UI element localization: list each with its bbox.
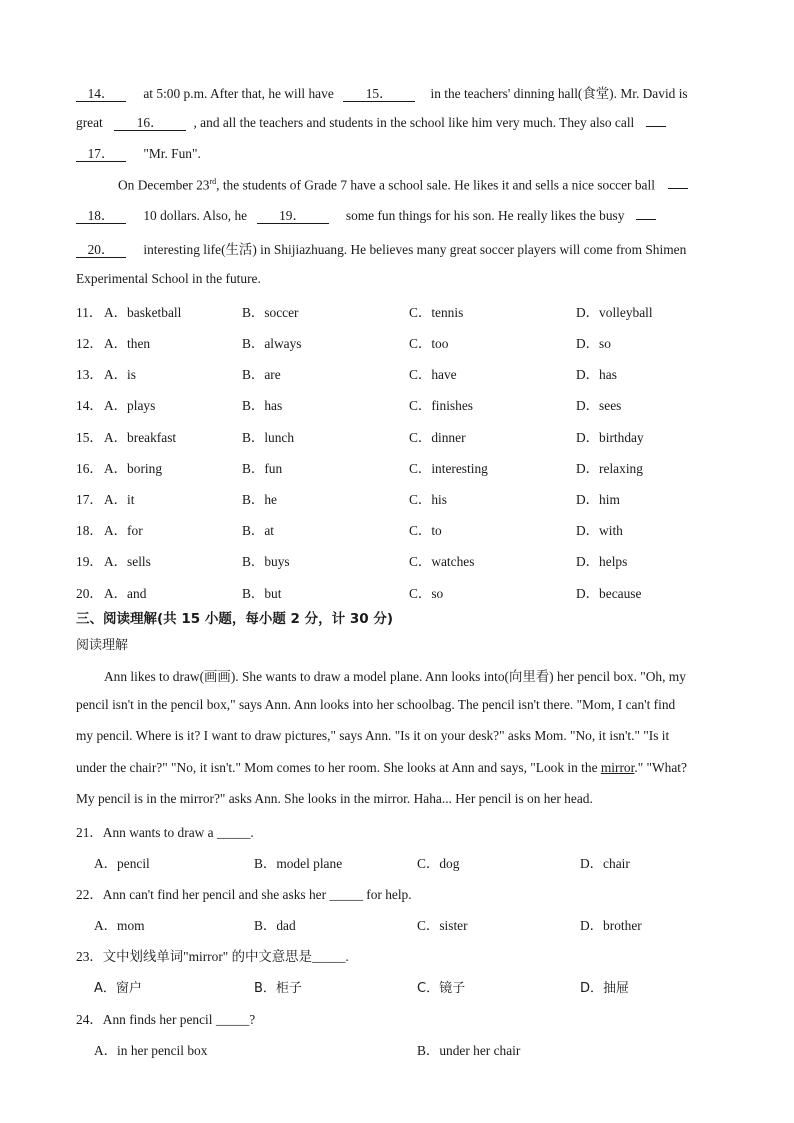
option-b[interactable]: B．but <box>242 586 282 601</box>
reading-passage-line-2: pencil isn't in the pencil box," says Ann. Ann looks into her schoolbag. The pencil isn't there. "Mom, I can't find <box>76 697 676 712</box>
option-c[interactable]: C．dog <box>417 856 460 871</box>
question-number: 20． <box>76 586 103 601</box>
option-b[interactable]: B．always <box>242 336 302 351</box>
option-b[interactable]: B．he <box>242 492 277 507</box>
question-number: 12． <box>76 336 103 351</box>
text: some fun things for his son. He really likes the busy <box>345 208 625 223</box>
option-d[interactable]: D．chair <box>580 856 630 871</box>
option-a[interactable]: A．breakfast <box>104 430 177 445</box>
option-b[interactable]: B．dad <box>254 918 296 933</box>
option-b[interactable]: B．soccer <box>242 305 299 320</box>
blank-20-start <box>636 219 656 220</box>
option-d[interactable]: D．has <box>576 367 617 382</box>
option-b[interactable]: B．fun <box>242 461 283 476</box>
text: 10 dollars. Also, he <box>143 208 248 223</box>
option-c[interactable]: C．have <box>409 367 457 382</box>
option-a[interactable]: A．pencil <box>94 856 150 871</box>
option-d[interactable]: D．because <box>576 586 642 601</box>
option-c[interactable]: C．finishes <box>409 398 473 413</box>
option-a[interactable]: A．basketball <box>104 305 182 320</box>
blank-18-start <box>668 188 688 189</box>
text: at 5:00 p.m. After that, he will have <box>143 86 334 101</box>
text: , the students of Grade 7 have a school sale. He likes it and sells a nice soccer ball <box>216 177 655 193</box>
option-a[interactable]: A．窗户 <box>94 981 142 996</box>
option-b[interactable]: B．model plane <box>254 856 343 871</box>
option-a[interactable]: A．mom <box>94 918 145 933</box>
reading-passage-line-3: my pencil. Where is it? I want to draw pictures," says Ann. "Is it on your desk?" asks Mom. "No, it isn't." "Is it <box>76 728 670 743</box>
option-d[interactable]: D．brother <box>580 918 642 933</box>
option-c[interactable]: C．镜子 <box>417 981 466 996</box>
option-c[interactable]: C．so <box>409 586 444 601</box>
question-24-stem: 24．Ann finds her pencil _____? <box>76 1012 256 1027</box>
question-number: 15． <box>76 430 103 445</box>
option-c[interactable]: C．dinner <box>409 430 466 445</box>
option-c[interactable]: C．watches <box>409 554 475 569</box>
option-a[interactable]: A．plays <box>104 398 156 413</box>
option-c[interactable]: C．sister <box>417 918 468 933</box>
cloze-passage-line-2 <box>76 115 666 131</box>
text: in the teachers' dinning hall(食堂). Mr. David is <box>430 86 688 101</box>
blank-17-start <box>646 126 666 127</box>
option-a[interactable]: A．is <box>104 367 136 382</box>
text: On December 23 <box>118 177 210 193</box>
blank-20: 20． <box>76 243 126 258</box>
option-c[interactable]: C．tennis <box>409 305 464 320</box>
option-a[interactable]: A．in her pencil box <box>94 1043 208 1058</box>
cloze-passage-line-7 <box>76 271 261 287</box>
cloze-passage-line-6 <box>76 239 686 258</box>
cloze-passage-line-3 <box>76 146 201 162</box>
option-b[interactable]: B．are <box>242 367 281 382</box>
blank-19: 19． <box>257 209 329 224</box>
text: ." "What? <box>634 760 687 775</box>
question-number: 13． <box>76 367 103 382</box>
question-22-stem: 22．Ann can't find her pencil and she asks her _____ for help. <box>76 887 412 902</box>
option-d[interactable]: D．so <box>576 336 611 351</box>
blank-16: 16． <box>114 116 186 131</box>
blank-18: 18． <box>76 209 126 224</box>
option-a[interactable]: A．sells <box>104 554 151 569</box>
blank-15: 15． <box>343 87 415 102</box>
text: Experimental School in the future. <box>76 271 261 286</box>
option-a[interactable]: A．for <box>104 523 143 538</box>
option-b[interactable]: B．has <box>242 398 283 413</box>
ordinal-suffix: rd <box>209 177 217 186</box>
option-d[interactable]: D．helps <box>576 554 628 569</box>
question-number: 18． <box>76 523 103 538</box>
option-a[interactable]: A．boring <box>104 461 163 476</box>
question-number: 14． <box>76 398 103 413</box>
cloze-passage-line-4 <box>118 177 688 193</box>
option-d[interactable]: D．抽屉 <box>580 981 630 996</box>
text: interesting life(生活) in Shijiazhuang. He believes many great soccer players will come from Shimen <box>143 242 687 257</box>
question-number: 16． <box>76 461 103 476</box>
section-title: 三、阅读理解(共 15 小题，每小题 2 分，计 30 分) <box>76 611 394 627</box>
underlined-word-mirror: mirror <box>600 760 635 775</box>
text: great <box>76 115 103 130</box>
text: , and all the teachers and students in the school like him very much. They also call <box>193 115 635 130</box>
option-a[interactable]: A．it <box>104 492 135 507</box>
option-d[interactable]: D．with <box>576 523 623 538</box>
reading-passage-line-4 <box>76 760 687 776</box>
option-d[interactable]: D．birthday <box>576 430 644 445</box>
blank-14: 14． <box>76 87 126 102</box>
reading-passage-line-1: Ann likes to draw(画画). She wants to draw a model plane. Ann looks into(向里看) her pencil box. "Oh, my <box>104 669 686 684</box>
option-c[interactable]: C．to <box>409 523 442 538</box>
option-b[interactable]: B．lunch <box>242 430 295 445</box>
text: under the chair?" "No, it isn't." Mom comes to her room. She looks at Ann and says, "Look in the <box>76 760 598 775</box>
option-c[interactable]: C．too <box>409 336 449 351</box>
option-a[interactable]: A．then <box>104 336 151 351</box>
option-b[interactable]: B．under her chair <box>417 1043 521 1058</box>
option-a[interactable]: A．and <box>104 586 147 601</box>
question-number: 11． <box>76 305 103 320</box>
cloze-passage-line-1 <box>76 83 688 102</box>
option-b[interactable]: B．at <box>242 523 274 538</box>
reading-passage-line-5: My pencil is in the mirror?" asks Ann. She looks in the mirror. Haha... Her pencil is on her head. <box>76 791 593 806</box>
cloze-passage-line-5 <box>76 208 656 224</box>
question-21-stem: 21．Ann wants to draw a _____. <box>76 825 254 840</box>
option-c[interactable]: C．interesting <box>409 461 488 476</box>
option-d[interactable]: D．him <box>576 492 620 507</box>
option-c[interactable]: C．his <box>409 492 447 507</box>
text: "Mr. Fun". <box>143 146 201 161</box>
question-23-stem: 23．文中划线单词"mirror" 的中文意思是_____. <box>76 949 349 964</box>
question-number: 17． <box>76 492 103 507</box>
option-d[interactable]: D．sees <box>576 398 622 413</box>
option-d[interactable]: D．volleyball <box>576 305 653 320</box>
option-b[interactable]: B．柜子 <box>254 981 302 996</box>
option-b[interactable]: B．buys <box>242 554 290 569</box>
option-d[interactable]: D．relaxing <box>576 461 643 476</box>
blank-17: 17． <box>76 147 126 162</box>
question-number: 19． <box>76 554 103 569</box>
section-subtitle: 阅读理解 <box>76 638 129 653</box>
